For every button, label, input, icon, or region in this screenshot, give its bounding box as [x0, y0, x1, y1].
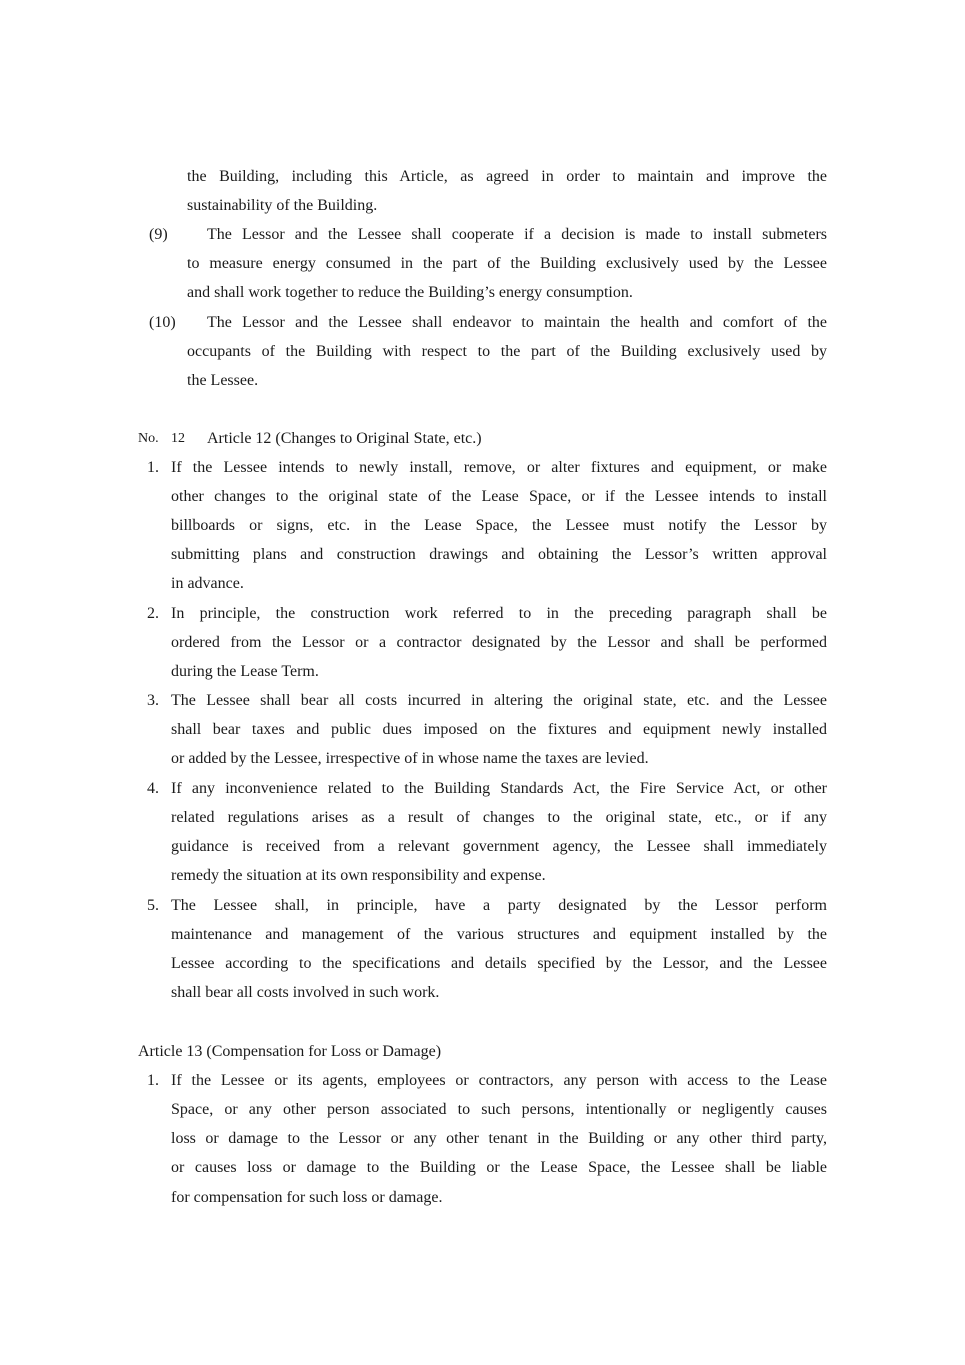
- text-line: The Lessor and the Lessee shall cooperate if a decision is made to install submeters: [207, 226, 827, 243]
- text-line: other changes to the original state of the Lease Space, or if the Lessee intends to install: [171, 488, 827, 505]
- text-line: to measure energy consumed in the part of the Building exclusively used by the Lessee: [187, 255, 827, 272]
- text-line: maintenance and management of the various structures and equipment installed by the: [171, 926, 827, 943]
- heading-text: Article 12 (Changes to Original State, etc.): [207, 430, 482, 447]
- list-marker: 2.: [147, 605, 159, 622]
- list-marker: 1.: [147, 459, 159, 476]
- list-marker: 1.: [147, 1072, 159, 1089]
- text-line: shall bear all costs involved in such work.: [171, 984, 440, 1001]
- text-line: If any inconvenience related to the Building Standards Act, the Fire Service Act, or other: [171, 780, 827, 797]
- text-line: ordered from the Lessor or a contractor designated by the Lessor and shall be performed: [171, 634, 827, 651]
- paragraph-marker: (10): [149, 314, 176, 331]
- text-line: loss or damage to the Lessor or any other tenant in the Building or any other third party,: [171, 1130, 827, 1147]
- text-line: sustainability of the Building.: [187, 197, 378, 214]
- heading-number: 12: [171, 431, 185, 446]
- text-line: during the Lease Term.: [171, 663, 319, 680]
- paragraph-marker: (9): [149, 226, 168, 243]
- text-line: occupants of the Building with respect to the part of the Building exclusively used by: [187, 343, 827, 360]
- heading-text: Article 13 (Compensation for Loss or Damage): [138, 1043, 442, 1060]
- list-marker: 4.: [147, 780, 159, 797]
- text-line: billboards or signs, etc. in the Lease Space, the Lessee must notify the Lessor by: [171, 517, 827, 534]
- list-marker: 3.: [147, 692, 159, 709]
- text-line: the Building, including this Article, as agreed in order to maintain and improve the: [187, 168, 827, 185]
- list-marker: 5.: [147, 897, 159, 914]
- text-line: In principle, the construction work referred to in the preceding paragraph shall be: [171, 605, 827, 622]
- text-line: If the Lessee or its agents, employees or contractors, any person with access to the Lease: [171, 1072, 827, 1089]
- text-line: related regulations arises as a result of changes to the original state, etc., or if any: [171, 809, 827, 826]
- text-line: The Lessee shall bear all costs incurred in altering the original state, etc. and the Lessee: [171, 692, 827, 709]
- text-line: shall bear taxes and public dues imposed on the fixtures and equipment newly installed: [171, 721, 827, 738]
- text-line: for compensation for such loss or damage.: [171, 1189, 443, 1206]
- text-line: in advance.: [171, 575, 244, 592]
- text-line: Lessee according to the specifications and details specified by the Lessor, and the Lessee: [171, 955, 827, 972]
- text-line: Space, or any other person associated to such persons, intentionally or negligently causes: [171, 1101, 827, 1118]
- text-line: the Lessee.: [187, 372, 259, 389]
- heading-prefix: No.: [138, 431, 159, 446]
- text-line: The Lessor and the Lessee shall endeavor to maintain the health and comfort of the: [207, 314, 827, 331]
- text-line: or added by the Lessee, irrespective of in whose name the taxes are levied.: [171, 750, 649, 767]
- text-line: If the Lessee intends to newly install, remove, or alter fixtures and equipment, or make: [171, 459, 827, 476]
- text-line: The Lessee shall, in principle, have a party designated by the Lessor perform: [171, 897, 827, 914]
- text-line: and shall work together to reduce the Building’s energy consumption.: [187, 284, 633, 301]
- text-line: remedy the situation at its own responsibility and expense.: [171, 867, 546, 884]
- text-line: submitting plans and construction drawings and obtaining the Lessor’s written approval: [171, 546, 827, 563]
- text-line: guidance is received from a relevant government agency, the Lessee shall immediately: [171, 838, 827, 855]
- text-line: or causes loss or damage to the Building or the Lease Space, the Lessee shall be liable: [171, 1159, 827, 1176]
